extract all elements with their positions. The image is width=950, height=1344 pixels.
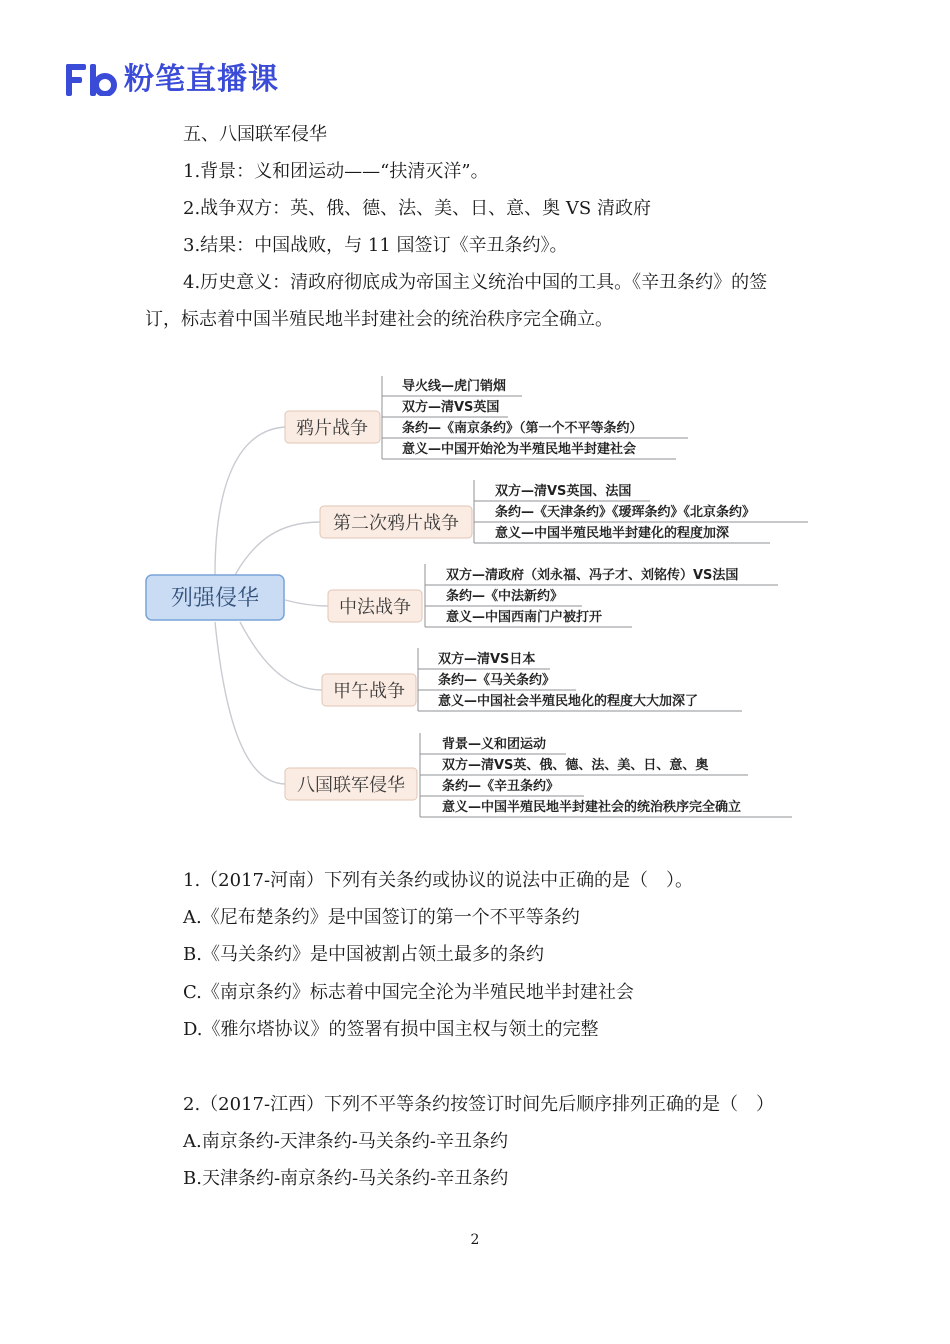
mindmap-leaf: 意义—中国社会半殖民地化的程度大大加深了 bbox=[438, 694, 699, 709]
mindmap-branch-label: 鸦片战争 bbox=[296, 418, 368, 439]
mindmap-leaf: 条约—《天津条约》《瑷珲条约》《北京条约》 bbox=[495, 505, 756, 520]
paragraph-background: 1.背景：义和团运动——“扶清灭洋”。 bbox=[183, 161, 489, 182]
branch-connector bbox=[285, 600, 328, 606]
question-option: C.《南京条约》标志着中国完全沦为半殖民地半封建社会 bbox=[183, 982, 634, 1003]
mindmap-branch-label: 八国联军侵华 bbox=[297, 775, 405, 796]
question-option: D.《雅尔塔协议》的签署有损中国主权与领土的完整 bbox=[183, 1019, 599, 1040]
paragraph-significance-line2: 订，标志着中国半殖民地半封建社会的统治秩序完全确立。 bbox=[145, 309, 613, 330]
branch-connector bbox=[240, 622, 322, 690]
question-option: B.《马关条约》是中国被割占领土最多的条约 bbox=[183, 944, 544, 965]
mindmap-leaf: 条约—《马关条约》 bbox=[438, 673, 556, 688]
mindmap-leaf: 意义—中国开始沦为半殖民地半封建社会 bbox=[402, 442, 637, 457]
mindmap-leaf: 双方—清VS日本 bbox=[438, 652, 536, 667]
section-title: 五、八国联军侵华 bbox=[183, 124, 327, 145]
mindmap-branch-label: 中法战争 bbox=[339, 597, 411, 618]
mindmap-branch-label: 第二次鸦片战争 bbox=[333, 513, 459, 534]
mindmap-leaf: 条约—《中法新约》 bbox=[446, 589, 564, 604]
paragraph-significance-line1: 4.历史意义：清政府彻底成为帝国主义统治中国的工具。《辛丑条约》的签 bbox=[183, 272, 768, 293]
brand-name: 粉笔直播课 bbox=[124, 62, 279, 97]
mindmap-leaf: 条约—《南京条约》（第一个不平等条约） bbox=[402, 421, 643, 436]
mindmap-leaf: 意义—中国西南门户被打开 bbox=[446, 610, 603, 625]
mindmap-leaf: 双方—清VS英国、法国 bbox=[495, 484, 632, 499]
question-option: A.《尼布楚条约》是中国签订的第一个不平等条约 bbox=[183, 907, 580, 928]
mindmap-leaf: 双方—清VS英国 bbox=[402, 400, 500, 415]
branch-connector bbox=[235, 522, 320, 575]
mindmap-leaf: 双方—清政府（刘永福、冯子才、刘铭传）VS法国 bbox=[446, 568, 739, 583]
branch-connector bbox=[215, 622, 285, 784]
mindmap-leaf: 背景—义和团运动 bbox=[442, 737, 547, 752]
paragraph-parties: 2.战争双方：英、俄、德、法、美、日、意、奥 VS 清政府 bbox=[183, 198, 651, 219]
mindmap-branch-label: 甲午战争 bbox=[333, 681, 405, 702]
mindmap-root-label: 列强侵华 bbox=[170, 586, 260, 611]
mindmap-leaf: 意义—中国半殖民地半封建化的程度加深 bbox=[495, 526, 730, 541]
question-stem: 1.（2017-河南）下列有关条约或协议的说法中正确的是（ ）。 bbox=[183, 870, 694, 891]
question-stem: 2.（2017-江西）下列不平等条约按签订时间先后顺序排列正确的是（ ） bbox=[183, 1094, 775, 1115]
mindmap-leaf: 条约—《辛丑条约》 bbox=[442, 779, 560, 794]
paragraph-result: 3.结果：中国战败，与 11 国签订《辛丑条约》。 bbox=[183, 235, 568, 256]
mindmap-leaf: 双方—清VS英、俄、德、法、美、日、意、奥 bbox=[442, 758, 709, 773]
question-option: A.南京条约-天津条约-马关条约-辛丑条约 bbox=[183, 1131, 508, 1152]
mindmap-leaf: 导火线—虎门销烟 bbox=[402, 379, 507, 394]
question-option: B.天津条约-南京条约-马关条约-辛丑条约 bbox=[183, 1168, 509, 1189]
mindmap-leaf: 意义—中国半殖民地半封建社会的统治秩序完全确立 bbox=[442, 800, 742, 815]
page-number: 2 bbox=[470, 1232, 480, 1248]
